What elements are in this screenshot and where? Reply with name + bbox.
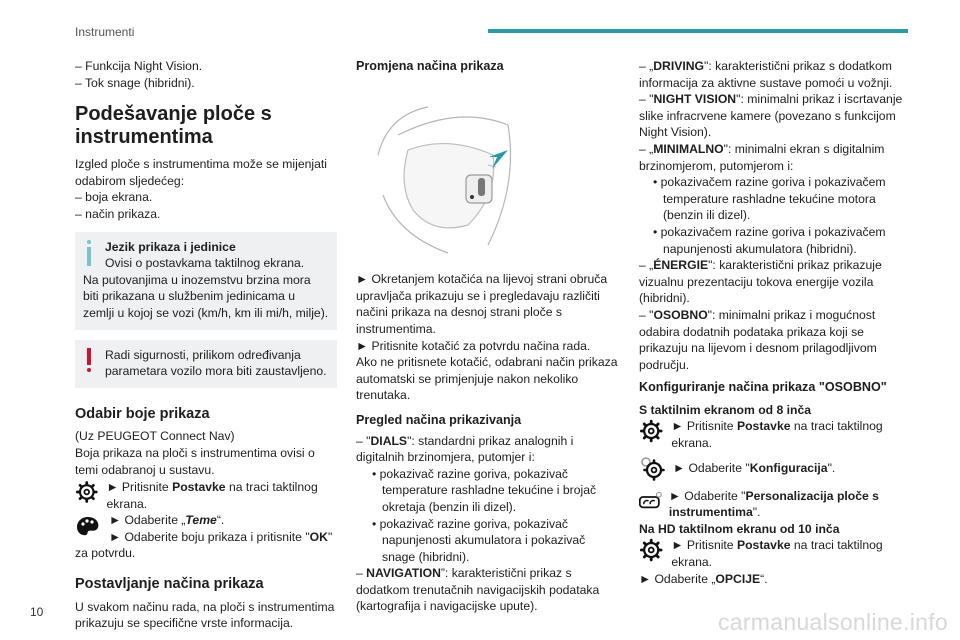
warning-icon <box>87 348 91 372</box>
section-title: Podešavanje ploče s instrumentima <box>75 103 272 149</box>
paragraph: Boja prikaza na ploči s instrumentima ovisi o temi odabranoj u sustavu. <box>75 445 315 477</box>
step-10-settings <box>639 537 911 570</box>
step-rest: na traci taktilnog ekrana. <box>106 480 318 511</box>
step-keyword: Konfiguracija <box>749 460 828 475</box>
step-keyword: OK <box>309 529 328 544</box>
mode-dash: – " <box>356 433 371 448</box>
paragraph: ► Pritisnite kotačić za potvrdu načina rada. <box>356 338 591 353</box>
palette-icon <box>75 512 101 540</box>
step-rest: na traci taktilnog ekrana. <box>671 419 883 451</box>
mode-dash: – „ <box>639 141 654 156</box>
mode-dash: – " <box>639 92 654 107</box>
mode-navigation <box>356 565 620 615</box>
mode-desc: ": minimalni prikaz i iscrtavanje slike infracrvene kamere (povezano s funkcijom Night Vision). <box>639 92 903 140</box>
step-confirm: za potvrdu. <box>75 546 136 561</box>
mode-osobno <box>639 307 911 373</box>
subheading-8-inch: S taktilnim ekranom od 8 inča <box>639 402 812 417</box>
dash-item: – Tok snage (hibridni). <box>75 75 195 90</box>
mode-desc: ": minimalni ekran s digitalnim brzinomjerom, putomjerom i: <box>639 141 885 173</box>
paragraph: ► Okretanjem kotačića na lijevoj strani obruča upravljača prikazuju se i pregledavaju različiti načini prikaza na desnoj strani ploče s instrumentima. <box>356 272 608 336</box>
paragraph: (Uz PEUGEOT Connect Nav) <box>75 429 235 444</box>
step-keyword: Postavke <box>736 419 791 434</box>
mode-keyword: NAVIGATION <box>366 566 441 581</box>
column-3 <box>639 58 911 587</box>
subheading-10-inch: Na HD taktilnom ekranu od 10 inča <box>639 521 840 536</box>
mode-desc: ": minimalni prikaz i mogućnost odabira dodatnih podataka prikaza koji se prikazuju na lijevom i desnom prilagodljivom području. <box>639 307 877 372</box>
mode-desc: ": karakteristični prikaz prikazuje vizualnu prezentaciju tokova energije vozila (hibridni). <box>639 258 882 306</box>
bullet-item: • pokazivač razine goriva, pokazivač napunjenosti akumulatora i pokazivač snage (hibridni). <box>372 516 586 564</box>
gear-icon <box>639 418 663 444</box>
info-line: Ovisi o postavkama taktilnog ekrana. <box>105 256 305 271</box>
mode-dash: – <box>356 566 367 581</box>
mode-keyword: DIALS <box>370 433 408 448</box>
step-arrow-text: ► Pritisnite <box>671 419 737 434</box>
heading-overview: Pregled načina prikazivanja <box>356 412 522 427</box>
instrument-panel-icon <box>639 488 663 514</box>
list-item: – boja ekrana. <box>75 190 153 205</box>
mode-desc: ”: karakteristični prikaz s dodatkom trenutačnih navigacijskih podataka (kartografija i navigacijske upute). <box>356 566 600 614</box>
bullet-item: • pokazivačem razine goriva i pokazivačem temperature rashladne tekućine motora (benzin ili dizel). <box>653 175 886 223</box>
step-rest: na traci taktilnog ekrana. <box>671 538 883 570</box>
step-keyword: Postavke <box>172 480 226 495</box>
step-arrow-text: ► Odaberite „ <box>109 513 186 528</box>
mode-dash: – " <box>639 307 654 322</box>
step-rest: “. <box>760 571 768 586</box>
mode-night-vision <box>639 91 911 141</box>
gear-icon <box>639 537 663 563</box>
steering-wheel-illustration <box>368 95 518 255</box>
column-2 <box>356 58 620 615</box>
info-title: Jezik prikaza i jedinice <box>105 239 236 254</box>
column-1 <box>75 58 337 632</box>
step-8-config <box>639 454 911 482</box>
info-box <box>75 232 337 330</box>
step-settings <box>75 479 337 512</box>
step-arrow-text: ► Pritisnite <box>106 480 173 495</box>
gears-icon <box>639 454 665 482</box>
list-item: – način prikaza. <box>75 206 161 221</box>
step-theme <box>75 512 337 545</box>
header-accent-bar <box>488 29 908 33</box>
step-arrow-text: ► Odaberite " <box>668 488 746 503</box>
mode-keyword: ÉNERGIE <box>653 258 709 273</box>
watermark: carmanualsonline.info <box>717 609 948 635</box>
info-body: Na putovanjima u inozemstvu brzina mora biti prikazana u službenim jedinicama u zemlji u kojoj se vozi (km/h, km ili mi/h, milje). <box>83 272 329 320</box>
step-arrow-text: ► Odaberite „ <box>639 571 716 586</box>
step-10-options <box>639 571 911 588</box>
heading-color: Odabir boje prikaza <box>75 405 210 422</box>
dash-item: – Funkcija Night Vision. <box>75 59 203 73</box>
header-section: Instrumenti <box>75 25 135 39</box>
gear-icon <box>75 479 98 505</box>
mode-energie <box>639 257 911 307</box>
heading-change: Promjena načina prikaza <box>356 59 504 73</box>
mode-driving <box>639 58 911 91</box>
mode-dash: – „ <box>639 258 654 273</box>
step-rest: " <box>327 529 333 544</box>
heading-config: Konfiguriranje načina prikaza "OSOBNO" <box>639 380 887 395</box>
step-8-settings <box>639 418 911 451</box>
step-rest: ". <box>752 505 761 520</box>
heading-mode: Postavljanje načina prikaza <box>75 576 264 593</box>
warning-box <box>75 340 337 388</box>
paragraph: Ako ne pritisnete kotačić, odabrani način prikaza automatski se primjenjuje nakon nekoliko trenutaka. <box>356 355 618 403</box>
step-text <box>106 479 337 512</box>
mode-desc: ": karakteristični prikaz s dodatkom informacija za aktivne sustave pomoći u vožnji. <box>639 59 893 90</box>
mode-keyword: MINIMALNO <box>653 141 724 156</box>
step-rest: ". <box>827 460 836 475</box>
intro-text: Izgled ploče s instrumentima može se mijenjati odabirom sljedećeg: <box>75 157 327 188</box>
mode-dials <box>356 433 620 466</box>
step-keyword: Postavke <box>736 538 791 553</box>
step-keyword: OPCIJE <box>715 571 761 586</box>
step-8-personalize <box>639 488 911 521</box>
mode-keyword: OSOBNO <box>653 307 708 322</box>
bullet-item: • pokazivačem razine goriva i pokazivačem napunjenosti akumulatora (hibridni). <box>653 224 886 256</box>
page-number: 10 <box>30 605 44 619</box>
warning-text: Radi sigurnosti, prilikom određivanja parametara vozilo mora biti zaustavljeno. <box>105 347 327 379</box>
step-arrow-text: ► Pritisnite <box>671 538 737 553</box>
mode-keyword: NIGHT VISION <box>653 92 737 107</box>
step-rest: “. <box>216 513 225 528</box>
mode-minimal <box>639 141 911 174</box>
paragraph: U svakom načinu rada, na ploči s instrumentima prikazuju se specifične vrste informacija. <box>75 599 335 631</box>
mode-keyword: DRIVING <box>653 59 705 73</box>
step-keyword: Teme <box>185 513 217 528</box>
bullet-item: • pokazivač razine goriva, pokazivač temperature rashladne tekućine i brojač okretaja (benzin ili dizel). <box>372 466 597 514</box>
info-icon <box>87 240 91 266</box>
step-arrow-text: ► Odaberite boju prikaza i pritisnite " <box>109 529 310 544</box>
step-keyword: Personalizacija ploče s instrumentima <box>668 488 879 520</box>
mode-desc: ": standardni prikaz analognih i digitalnih brzinomjera, putomjer i: <box>356 433 574 465</box>
mode-dash: – „ <box>639 59 654 73</box>
step-arrow-text: ► Odaberite " <box>673 460 750 475</box>
